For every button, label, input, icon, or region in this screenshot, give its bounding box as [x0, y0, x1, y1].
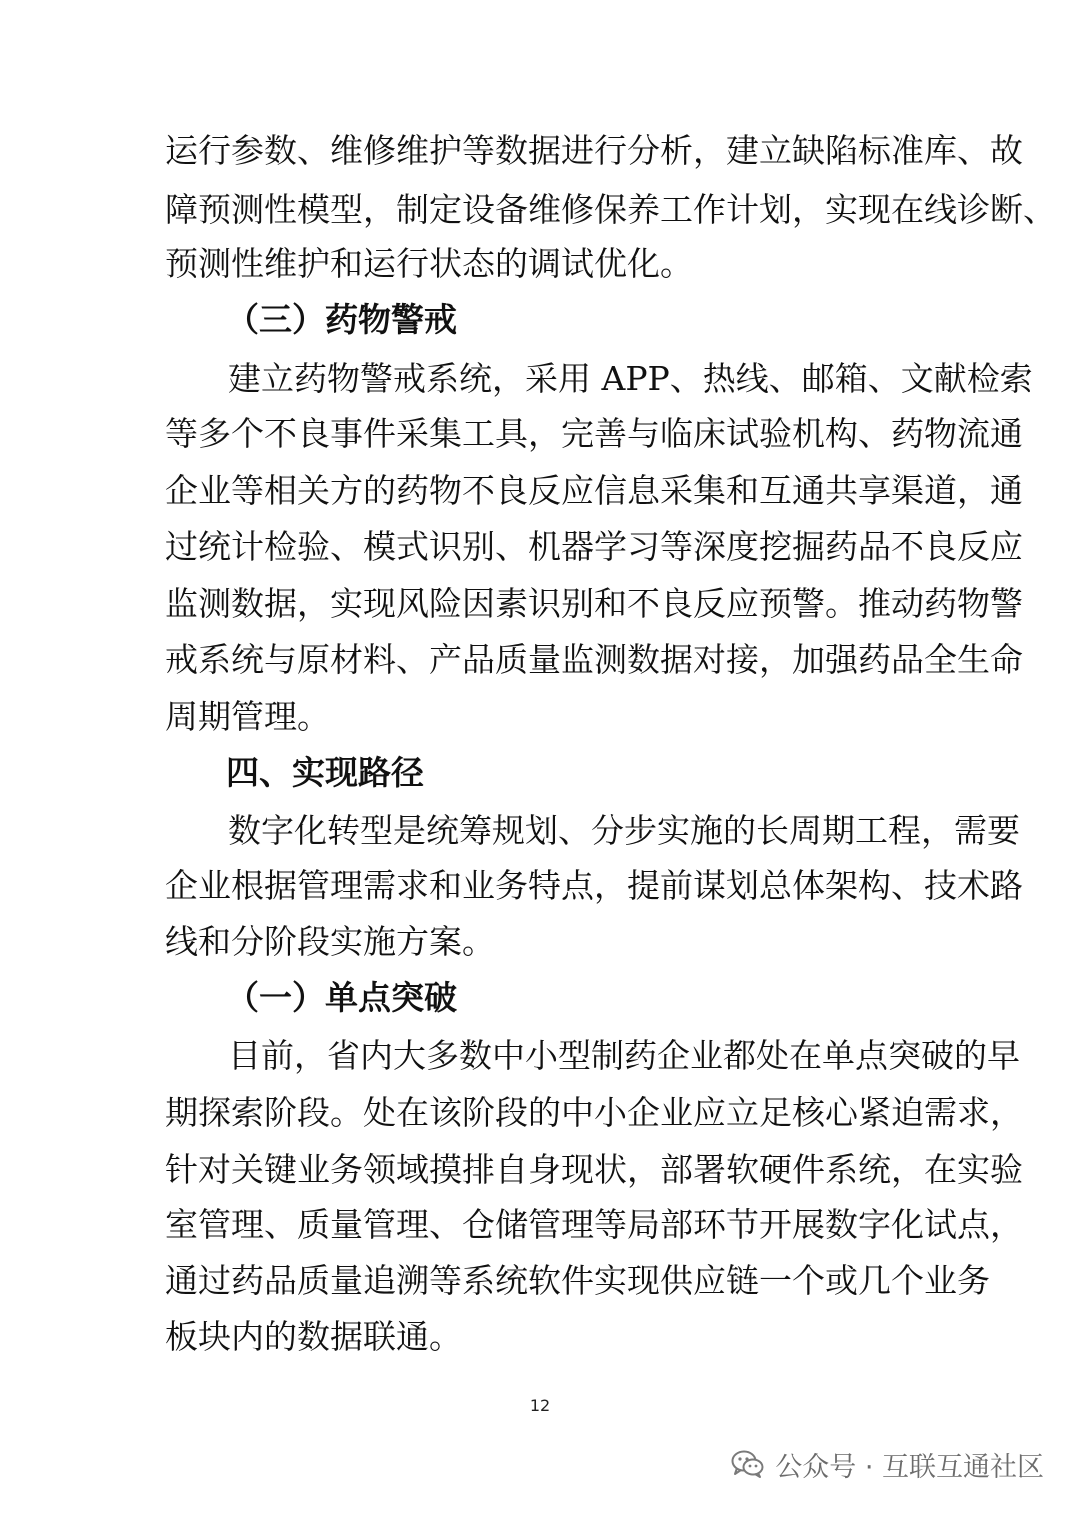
paragraph-line: 建立药物警戒系统，采用 APP、热线、邮箱、文献检索	[228, 359, 1033, 398]
paragraph-line: 数字化转型是统筹规划、分步实施的长周期工程，需要	[228, 811, 1020, 850]
paragraph-line: 运行参数、维修维护等数据进行分析，建立缺陷标准库、故	[165, 131, 1023, 170]
paragraph-line: 室管理、质量管理、仓储管理等局部环节开展数字化试点，	[165, 1205, 1023, 1244]
page-number: 12	[529, 1396, 551, 1415]
section-heading-single-point-breakthrough: （一）单点突破	[226, 978, 457, 1017]
watermark	[731, 1446, 1044, 1482]
paragraph-line: 过统计检验、模式识别、机器学习等深度挖掘药品不良反应	[165, 527, 1023, 566]
paragraph-line: 预测性维护和运行状态的调试优化。	[165, 244, 693, 283]
section-heading-implementation-path: 四、实现路径	[226, 753, 424, 792]
wechat-icon	[731, 1449, 765, 1479]
paragraph-line: 企业根据管理需求和业务特点，提前谋划总体架构、技术路	[165, 866, 1023, 905]
paragraph-line: 企业等相关方的药物不良反应信息采集和互通共享渠道，通	[165, 471, 1023, 510]
paragraph-line: 目前，省内大多数中小型制药企业都处在单点突破的早	[228, 1036, 1020, 1075]
paragraph-line: 针对关键业务领域摸排自身现状，部署软硬件系统，在实验	[165, 1150, 1023, 1189]
paragraph-line: 障预测性模型，制定设备维修保养工作计划，实现在线诊断、	[165, 190, 1056, 229]
paragraph-line: 期探索阶段。处在该阶段的中小企业应立足核心紧迫需求，	[165, 1093, 1023, 1132]
paragraph-line: 戒系统与原材料、产品质量监测数据对接，加强药品全生命	[165, 640, 1023, 679]
section-heading-pharmacovigilance: （三）药物警戒	[226, 300, 457, 339]
paragraph-line: 板块内的数据联通。	[165, 1317, 462, 1356]
paragraph-line: 等多个不良事件采集工具，完善与临床试验机构、药物流通	[165, 414, 1023, 453]
paragraph-line: 通过药品质量追溯等系统软件实现供应链一个或几个业务	[165, 1261, 990, 1300]
paragraph-line: 周期管理。	[165, 697, 330, 736]
paragraph-line: 监测数据，实现风险因素识别和不良反应预警。推动药物警	[165, 584, 1023, 623]
paragraph-line: 线和分阶段实施方案。	[165, 922, 495, 961]
watermark-text: 公众号 · 互联互通社区	[775, 1451, 1044, 1483]
